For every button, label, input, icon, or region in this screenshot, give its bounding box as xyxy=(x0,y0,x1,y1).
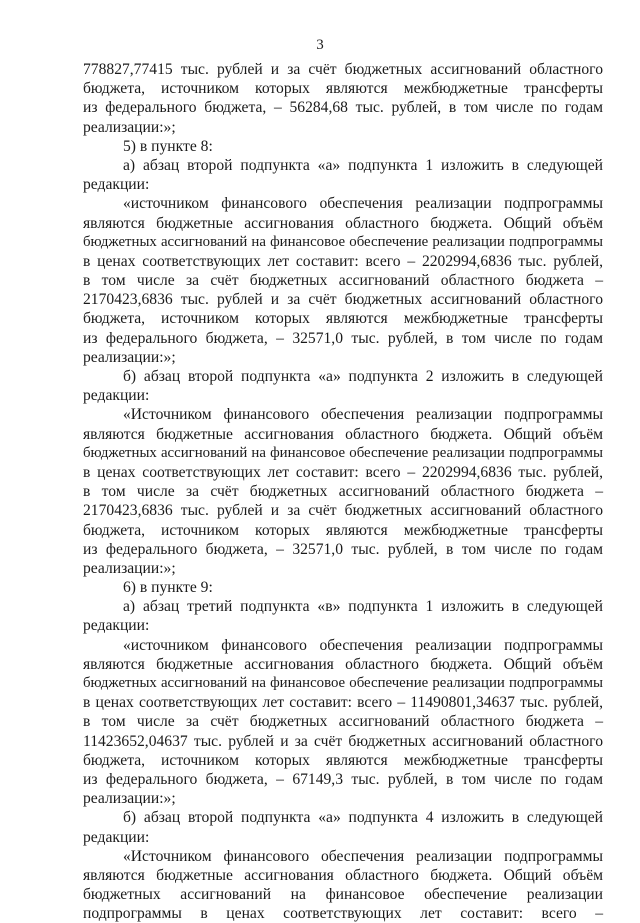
text-line: подпрограммы в ценах соответствующих лет составит: всего – xyxy=(83,905,603,923)
text-line: реализации:»; xyxy=(83,118,176,136)
text-line: являются бюджетные ассигнования областного бюджета. Общий объём xyxy=(83,866,603,884)
text-line: реализации:»; xyxy=(83,790,176,808)
text-line: б) абзац второй подпункта «а» подпункта 2 изложить в следующей xyxy=(123,368,603,385)
text-line: являются бюджетные ассигнования областного бюджета. Общий объём xyxy=(83,214,603,232)
text-line: б) абзац второй подпункта «а» подпункта 4 изложить в следующей xyxy=(123,809,603,827)
text-line: бюджета, источником которых являются межбюджетные трансферты xyxy=(83,80,603,98)
text-line: в ценах соответствующих лет составит: всего – 2202994,6836 тыс. рублей, xyxy=(83,463,603,481)
text-line: из федерального бюджета, – 56284,68 тыс. рублей, в том числе по годам xyxy=(83,99,603,117)
text-line: редакции: xyxy=(83,617,150,635)
text-line: в ценах соответствующих лет составит: всего – 2202994,6836 тыс. рублей, xyxy=(83,252,603,270)
text-line: «Источником финансового обеспечения реализации подпрограммы xyxy=(123,847,603,865)
text-line: бюджетных ассигнований на финансовое обеспечение реализации подпрограммы xyxy=(83,444,603,461)
text-line: из федерального бюджета, – 67149,3 тыс. рублей, в том числе по годам xyxy=(83,770,603,788)
text-line: в том числе за счёт бюджетных ассигнований областного бюджета – xyxy=(83,483,603,501)
text-line: «Источником финансового обеспечения реализации подпрограммы xyxy=(123,406,603,424)
text-line: бюджетных ассигнований на финансовое обеспечение реализации подпрограммы xyxy=(83,675,603,691)
text-line: 778827,77415 тыс. рублей и за счёт бюджетных ассигнований областного xyxy=(83,61,603,78)
text-line: в том числе за счёт бюджетных ассигнований областного бюджета – xyxy=(83,272,603,290)
text-line: 2170423,6836 тыс. рублей и за счёт бюджетных ассигнований областного xyxy=(83,291,603,309)
text-line: а) абзац второй подпункта «а» подпункта 1 изложить в следующей xyxy=(123,156,603,174)
text-line: бюджетных ассигнований на финансовое обеспечение реализации подпрограммы xyxy=(83,233,603,250)
text-line: бюджета, источником которых являются межбюджетные трансферты xyxy=(83,751,603,769)
text-line: редакции: xyxy=(83,387,150,405)
page-number: 3 xyxy=(316,37,324,53)
text-line: 11423652,04637 тыс. рублей и за счёт бюджетных ассигнований областного xyxy=(83,732,603,750)
text-line: из федерального бюджета, – 32571,0 тыс. рублей, в том числе по годам xyxy=(83,329,603,347)
text-line: 2170423,6836 тыс. рублей и за счёт бюджетных ассигнований областного xyxy=(83,502,603,520)
text-line: являются бюджетные ассигнования областного бюджета. Общий объём xyxy=(83,425,603,443)
text-line: в ценах соответствующих лет составит: всего – 11490801,34637 тыс. рублей, xyxy=(83,694,603,712)
text-line: бюджета, источником которых являются межбюджетные трансферты xyxy=(83,310,603,328)
text-line: реализации:»; xyxy=(83,559,176,577)
text-line: бюджета, источником которых являются межбюджетные трансферты xyxy=(83,521,603,539)
text-line: «источником финансового обеспечения реализации подпрограммы xyxy=(123,195,603,213)
text-line: 5) в пункте 8: xyxy=(123,137,213,155)
text-line: бюджетных ассигнований на финансовое обеспечение реализации xyxy=(83,886,603,904)
text-line: являются бюджетные ассигнования областного бюджета. Общий объём xyxy=(83,655,603,673)
document-body xyxy=(83,60,603,923)
text-line: в том числе за счёт бюджетных ассигнований областного бюджета – xyxy=(83,713,603,731)
text-line: а) абзац третий подпункта «в» подпункта 1 изложить в следующей xyxy=(123,598,603,616)
text-line: из федерального бюджета, – 32571,0 тыс. рублей, в том числе по годам xyxy=(83,540,603,558)
text-line: 6) в пункте 9: xyxy=(123,579,213,597)
text-line: «источником финансового обеспечения реализации подпрограммы xyxy=(123,636,603,654)
text-line: редакции: xyxy=(83,176,150,194)
text-line: реализации:»; xyxy=(83,348,176,366)
text-line: редакции: xyxy=(83,828,150,846)
